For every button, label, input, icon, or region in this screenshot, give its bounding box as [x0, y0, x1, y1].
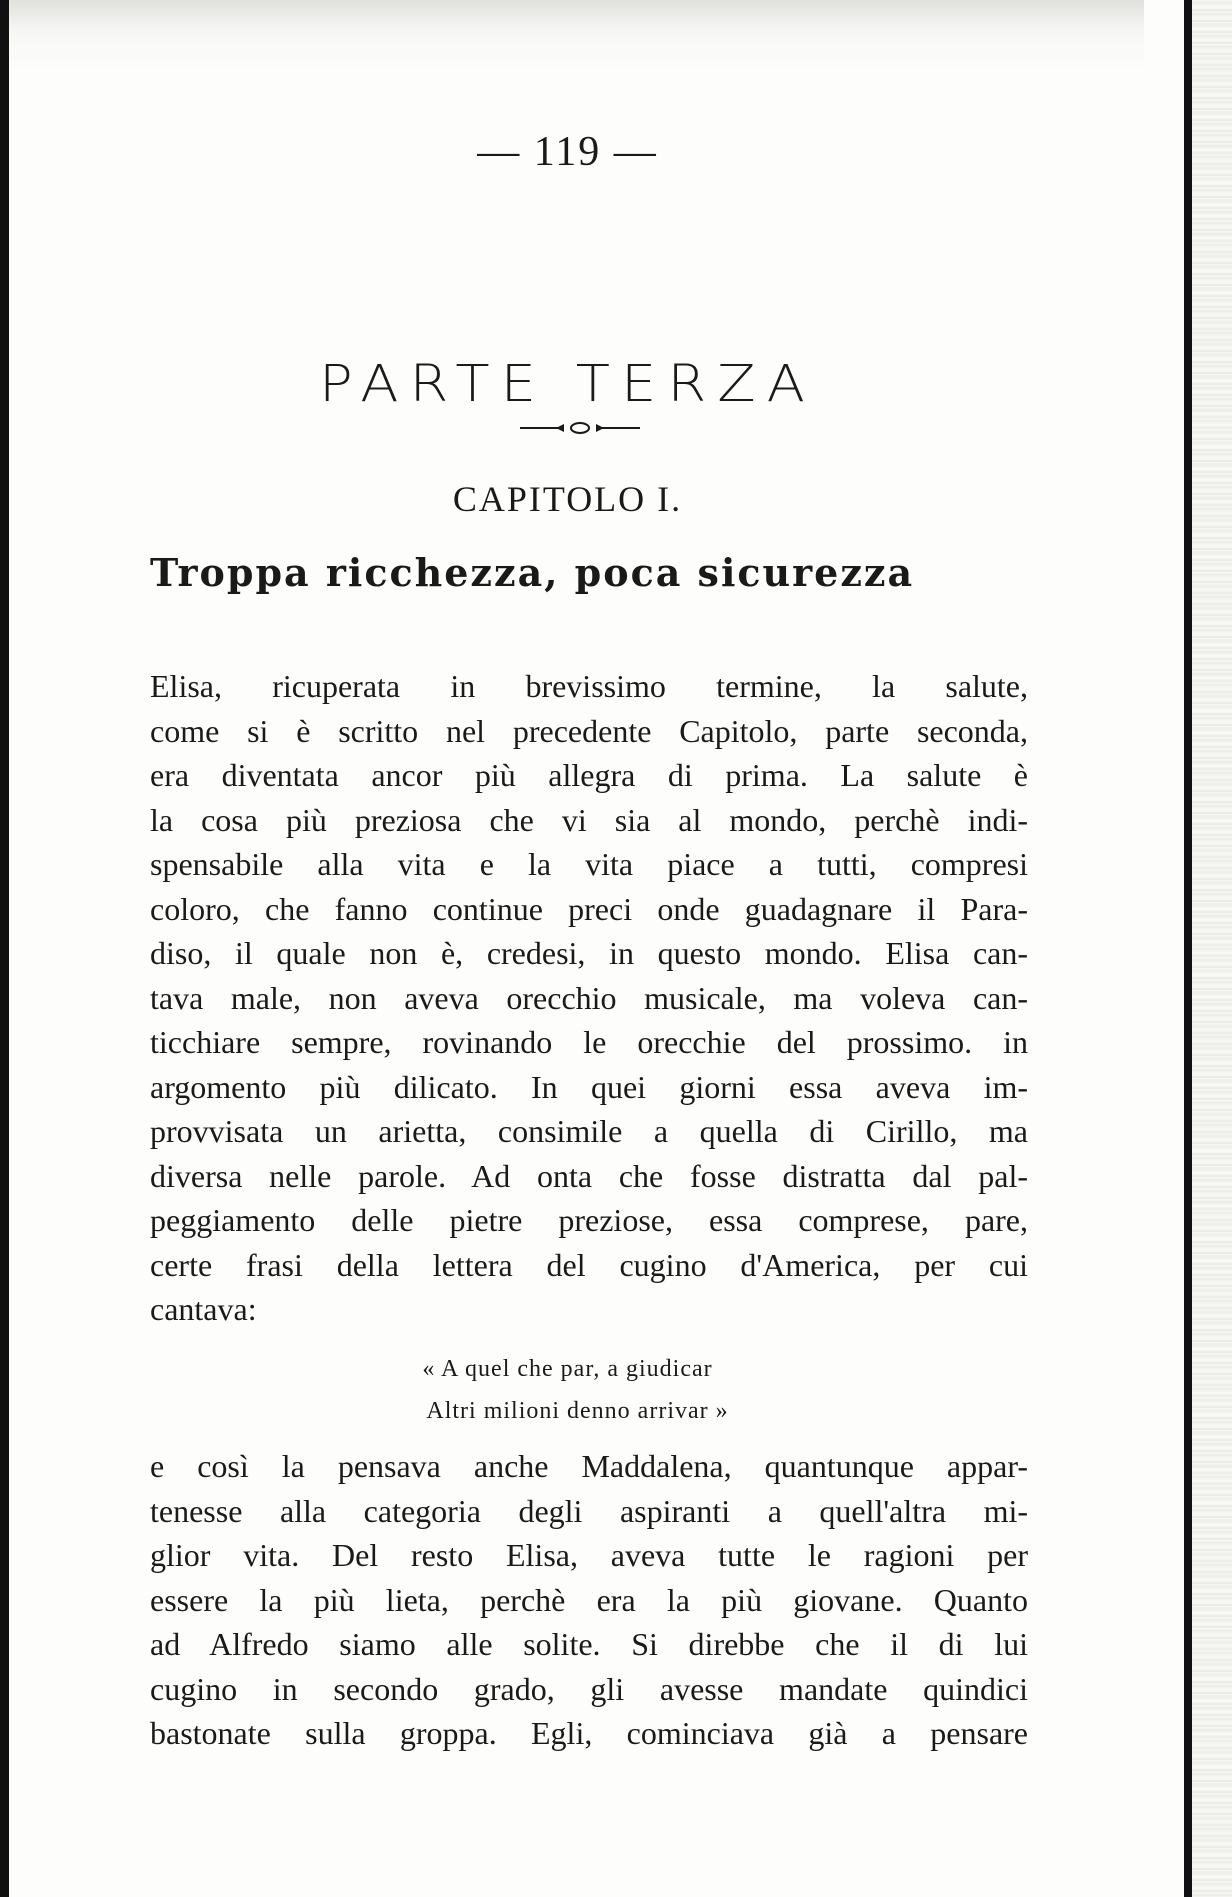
verse-line: Altri milioni denno arrivar » [426, 1398, 729, 1424]
page-number: — 119 — [477, 129, 658, 175]
text-line: bastonate sulla groppa. Egli, cominciava già a pensare [150, 1715, 1028, 1751]
text-line: ticchiare sempre, rovinando le orecchie del prossimo. in [150, 1024, 1028, 1060]
verse-quote [0, 1348, 1135, 1432]
text-line: cantava: [150, 1291, 257, 1327]
paragraph-1 [150, 664, 1028, 1332]
scan-right-edge [1184, 0, 1192, 1897]
text-line: la cosa più preziosa che vi sia al mondo, perchè indi- [150, 801, 1028, 838]
verse-line: « A quel che par, a giudicar [422, 1356, 713, 1382]
text-line: era diventata ancor più allegra di prima. La salute è [150, 757, 1028, 793]
chapter-number: CAPITOLO I. [452, 479, 683, 519]
text-line: tava male, non aveva orecchio musicale, ma voleva can- [150, 979, 1028, 1016]
text-line: spensabile alla vita e la vita piace a tutti, compresi [150, 846, 1028, 882]
text-line: tenesse alla categoria degli aspiranti a quell'altra mi- [150, 1492, 1028, 1529]
text-line: diso, il quale non è, credesi, in questo mondo. Elisa can- [150, 935, 1028, 971]
text-line: ad Alfredo siamo alle solite. Si direbbe che il di lui [150, 1626, 1028, 1662]
text-line: glior vita. Del resto Elisa, aveva tutte le ragioni per [150, 1537, 1028, 1573]
text-line: Elisa, ricuperata in brevissimo termine, la salute, [150, 668, 1028, 704]
part-title: PARTE TERZA [319, 355, 816, 414]
text-line: certe frasi della lettera del cugino d'America, per cui [150, 1246, 1028, 1283]
ornament-divider-icon [520, 420, 640, 436]
scan-right-margin [1192, 0, 1232, 1897]
chapter-title: Troppa ricchezza, poca sicurezza [150, 550, 915, 595]
text-line: diversa nelle parole. Ad onta che fosse distratta dal pal- [150, 1157, 1028, 1194]
paragraph-2 [150, 1444, 1028, 1756]
text-line: essere la più lieta, perchè era la più giovane. Quanto [150, 1581, 1028, 1618]
text-line: e così la pensava anche Maddalena, quantunque appar- [150, 1448, 1028, 1484]
text-line: coloro, che fanno continue preci onde guadagnare il Para- [150, 890, 1028, 927]
scan-left-edge [0, 0, 9, 1897]
text-line: argomento più dilicato. In quei giorni essa aveva im- [150, 1068, 1028, 1105]
text-line: cugino in secondo grado, gli avesse mandate quindici [150, 1670, 1028, 1707]
text-line: peggiamento delle pietre preziose, essa comprese, pare, [150, 1202, 1028, 1238]
scan-top-shadow [9, 0, 1144, 70]
text-line: provvisata un arietta, consimile a quella di Cirillo, ma [150, 1113, 1028, 1149]
text-line: come si è scritto nel precedente Capitolo, parte seconda, [150, 712, 1028, 749]
